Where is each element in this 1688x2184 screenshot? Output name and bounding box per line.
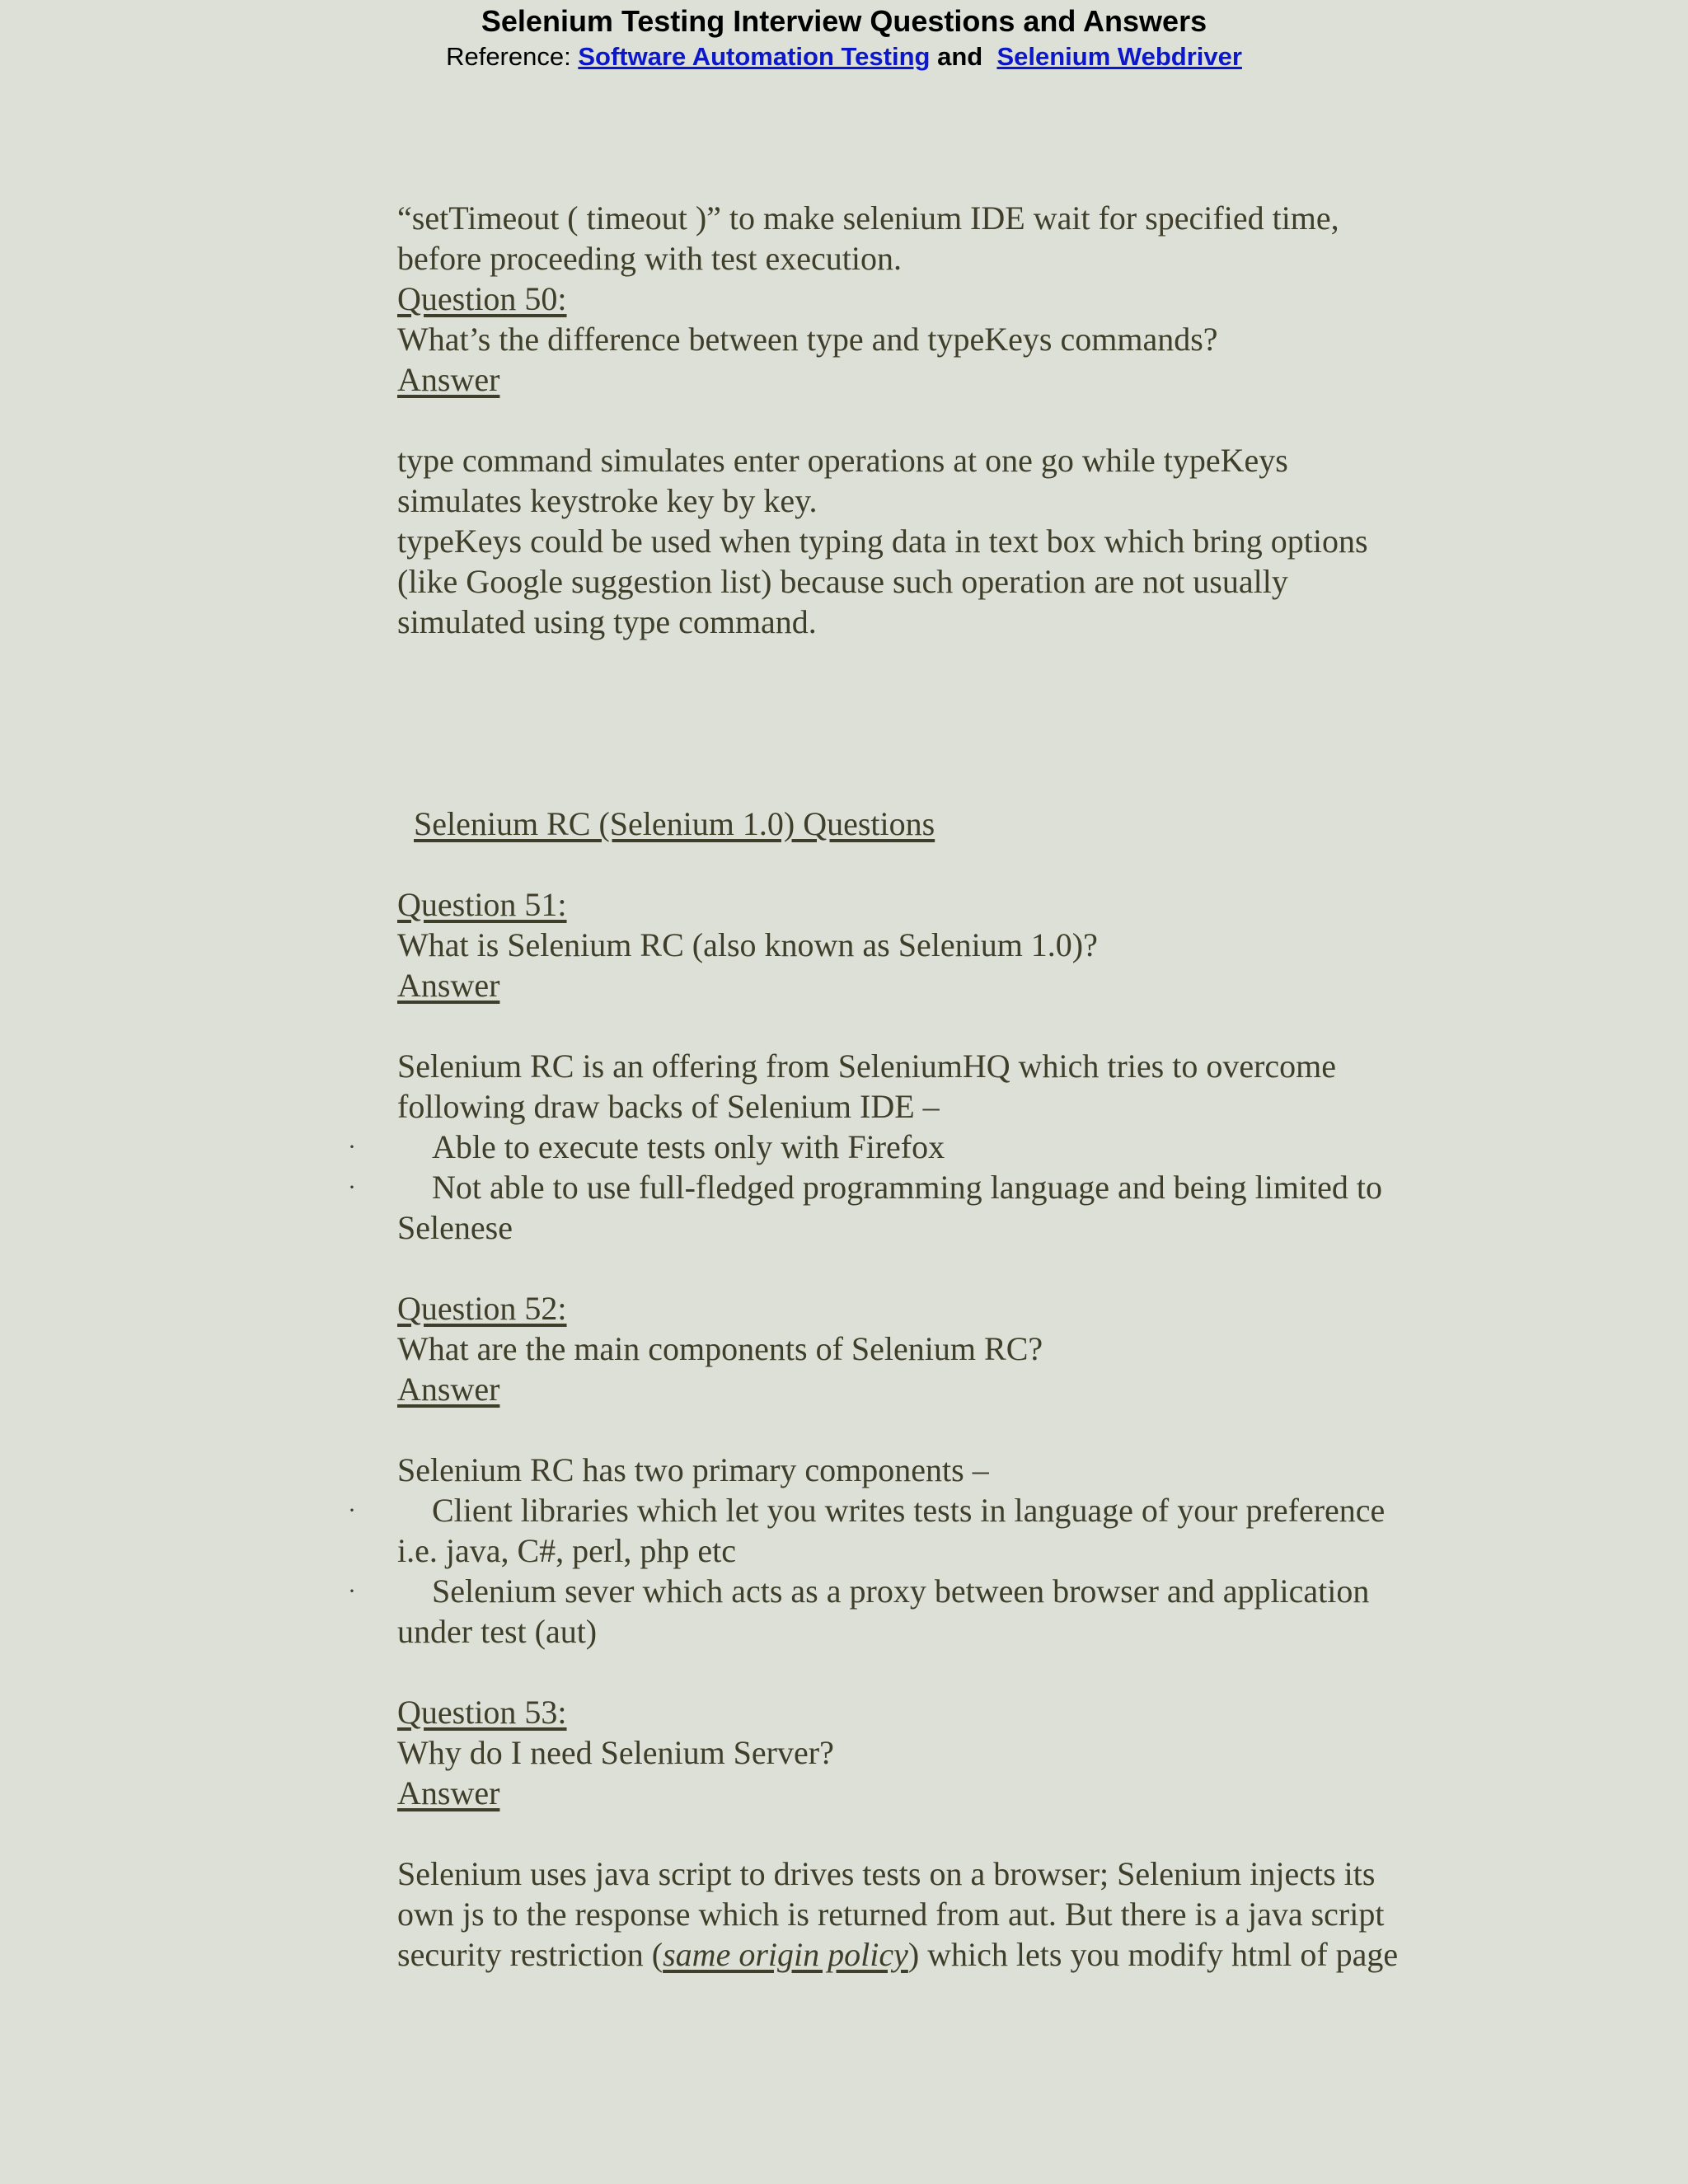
section-heading: Selenium RC (Selenium 1.0) Questions (414, 805, 935, 842)
document-body (348, 198, 1485, 1975)
answer-53-line: security restriction (same origin policy) which lets you modify html of page (397, 1936, 1399, 1973)
same-origin-policy-link[interactable]: same origin policy (663, 1936, 908, 1973)
selenium-webdriver-link[interactable]: Selenium Webdriver (996, 42, 1242, 71)
question-50-answer-label: Answer (397, 361, 500, 398)
answer-50-line: type command simulates enter operations at one go while typeKeys (397, 442, 1288, 479)
reference-line (0, 40, 1688, 74)
answer-50-line: typeKeys could be used when typing data in text box which bring options (397, 523, 1368, 560)
answer-53-line: own js to the response which is returned from aut. But there is a java script (397, 1896, 1385, 1933)
bullet-icon: · (348, 1174, 356, 1201)
answer-50-line: simulated using type command. (397, 603, 817, 640)
question-52-text: What are the main components of Selenium RC? (397, 1330, 1043, 1367)
answer-53-line: Selenium uses java script to drives tests on a browser; Selenium injects its (397, 1855, 1376, 1892)
bullet-icon: · (348, 1497, 356, 1524)
document-title: Selenium Testing Interview Questions and Answers (481, 4, 1207, 38)
question-53-text: Why do I need Selenium Server? (397, 1734, 834, 1771)
answer-52-line: Selenium RC has two primary components – (397, 1451, 989, 1488)
bullet-icon: · (348, 1577, 356, 1605)
bullet-continuation: under test (aut) (397, 1613, 598, 1650)
and-word: and (937, 42, 983, 71)
software-automation-testing-link[interactable]: Software Automation Testing (578, 42, 931, 71)
bullet-icon: · (348, 1133, 356, 1160)
question-51-text: What is Selenium RC (also known as Selenium 1.0)? (397, 926, 1098, 963)
question-50-label: Question 50: (397, 280, 567, 317)
question-52-answer-label: Answer (397, 1371, 500, 1408)
bullet-continuation: Selenese (397, 1209, 513, 1246)
intro-line: before proceeding with test execution. (397, 240, 902, 277)
reference-label: Reference: (446, 42, 571, 71)
answer-51-line: following draw backs of Selenium IDE – (397, 1088, 940, 1125)
intro-line: “setTimeout ( timeout )” to make selenium IDE wait for specified time, (397, 199, 1339, 237)
question-51-answer-label: Answer (397, 967, 500, 1004)
answer-50-line: (like Google suggestion list) because such operation are not usually (397, 563, 1288, 600)
question-53-answer-label: Answer (397, 1774, 500, 1811)
bullet-continuation: i.e. java, C#, perl, php etc (397, 1532, 736, 1569)
question-53-label: Question 53: (397, 1694, 567, 1731)
bullet-item: · Not able to use full-fledged programming language and being limited to (348, 1169, 1383, 1206)
answer-51-line: Selenium RC is an offering from SeleniumHQ which tries to overcome (397, 1047, 1337, 1085)
answer-50-line: simulates keystroke key by key. (397, 482, 818, 519)
bullet-item: · Able to execute tests only with Firefox (348, 1128, 945, 1165)
question-52-label: Question 52: (397, 1290, 567, 1327)
bullet-item: · Client libraries which let you writes tests in language of your preference (348, 1492, 1386, 1529)
question-50-text: What’s the difference between type and typeKeys commands? (397, 321, 1218, 358)
bullet-item: · Selenium sever which acts as a proxy between browser and application (348, 1572, 1370, 1610)
question-51-label: Question 51: (397, 886, 567, 923)
